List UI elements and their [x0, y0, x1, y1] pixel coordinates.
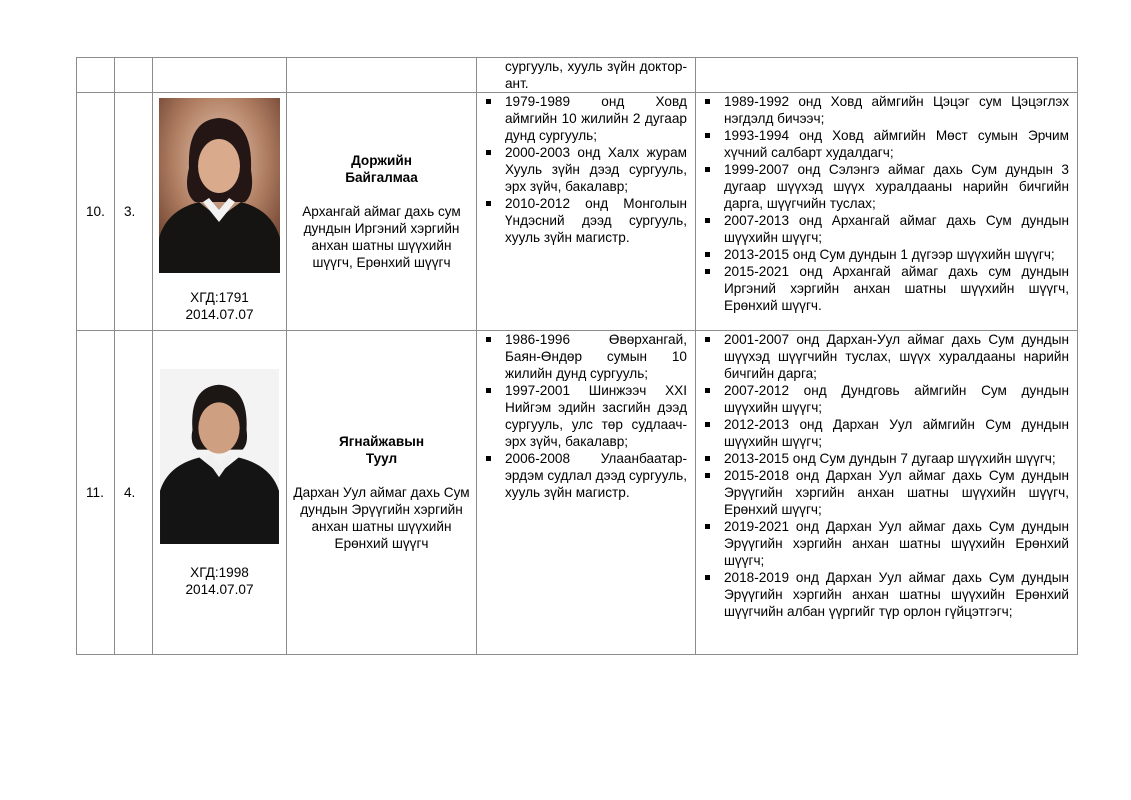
education-list: [477, 93, 695, 246]
judges-table: [76, 57, 1078, 655]
education-cell: [477, 93, 696, 331]
judge-position: Архангай аймаг дахь сум дундын Иргэний хэргийн анхан шатны шүүхийн шүүгч, Ерөнхий шүүгч: [302, 204, 461, 270]
judge-id: ХГД:1791: [190, 290, 249, 305]
list-item: 2000-2003 онд Халх журам Хууль зүйн дээд сургууль, эрх зүйч, бакалавр;: [505, 145, 687, 194]
list-item: 1979-1989 онд Ховд аймгийн 10 жилийн 2 дугаар дунд сургууль;: [505, 94, 687, 143]
judge-id: ХГД:1998: [190, 565, 249, 580]
row-number: 11.: [77, 331, 115, 655]
table-row: [77, 93, 1078, 331]
list-item: 2019-2021 онд Дархан Уул аймаг дахь Сум дундын Эрүүгийн хэргийн анхан шатны шүүхийн Ерөнхий шүүгч;: [724, 519, 1069, 568]
career-cell: [696, 331, 1078, 655]
career-list: [696, 93, 1077, 314]
judge-portrait: [159, 98, 280, 273]
name-cell: [287, 93, 477, 331]
list-item: 1999-2007 онд Сэлэнгэ аймаг дахь Сум дундын 3 дугаар шүүхэд шүүх хуралдааны нарийн бичгийн дарга, шүүгчийн туслах;: [724, 162, 1069, 211]
judge-name-first: Ягнайжавын: [338, 434, 425, 449]
row-sub-number: 4.: [115, 331, 153, 655]
table-row-continued: [77, 58, 1078, 93]
career-list: [696, 331, 1077, 620]
photo-cell: [153, 331, 287, 655]
list-item: 1993-1994 онд Ховд аймгийн Мөст сумын Эрчим хүчний салбарт худалдагч;: [724, 128, 1069, 160]
list-item: 2007-2012 онд Дундговь аймгийн Сум дундын шүүхийн шүүгч;: [724, 383, 1069, 415]
list-item: 2018-2019 онд Дархан Уул аймаг дахь Сум дундын Эрүүгийн хэргийн анхан шатны шүүхийн Ерөнхий шүүгчийн албан үүргийг түр орлон гүйцэтгэгч;: [724, 570, 1069, 619]
name-cell: [287, 331, 477, 655]
row-number: 10.: [77, 93, 115, 331]
judge-id-block: [153, 564, 286, 598]
list-item: 2007-2013 онд Архангай аймаг дахь Сум дундын шүүхийн шүүгч;: [724, 213, 1069, 245]
education-continued: сургууль, хууль зүйн докторант.: [505, 59, 687, 91]
row-sub-number: 3.: [115, 93, 153, 331]
judge-position: Дархан Уул аймаг дахь Сум дундын Эрүүгийн хэргийн анхан шатны шүүхийн Ерөнхий шүүгч: [293, 485, 470, 551]
list-item: 2015-2018 онд Дархан Уул аймаг дахь Сум дундын Эрүүгийн хэргийн анхан шатны шүүхийн шүүгч, Ерөнхий шүүгч;: [724, 468, 1069, 517]
judge-name-first: Доржийн: [351, 153, 412, 168]
table-row: [77, 331, 1078, 655]
judge-name-last: Туул: [365, 451, 398, 466]
career-cell: [696, 93, 1078, 331]
list-item: 2001-2007 онд Дархан-Уул аймаг дахь Сум дундын шүүхэд шүүгчийн туслах, шүүх хуралдааны нарийн бичгийн дарга;: [724, 332, 1069, 381]
photo-cell: [153, 93, 287, 331]
list-item: 2013-2015 онд Сум дундын 1 дүгээр шүүхийн шүүгч;: [724, 246, 1069, 263]
judge-name-last: Байгалмаа: [345, 170, 418, 185]
list-item: 1997-2001 Шинжээч XXI Нийгэм эдийн засгийн дээд сургууль, улс төр судлаач-эрх зүйч, бакалавр;: [505, 383, 687, 449]
list-item: 1989-1992 онд Ховд аймгийн Цэцэг сум Цэцэглэх нэгдэлд бичээч;: [724, 94, 1069, 126]
list-item: 2010-2012 онд Монголын Үндэсний дээд сургууль, хууль зүйн магистр.: [505, 196, 687, 245]
appointment-date: 2014.07.07: [185, 307, 254, 322]
judge-id-block: [153, 289, 286, 323]
list-item: 2006-2008 Улаанбаатар-эрдэм судлал дээд сургууль, хууль зүйн магистр.: [505, 451, 688, 500]
appointment-date: 2014.07.07: [185, 582, 254, 597]
list-item: 1986-1996 Өвөрхангай, Баян-Өндөр сумын 10 жилийн дунд сургууль;: [505, 332, 687, 381]
list-item: 2013-2015 онд Сум дундын 7 дугаар шүүхийн шүүгч;: [724, 450, 1069, 467]
list-item: 2015-2021 онд Архангай аймаг дахь сум дундын Иргэний хэргийн анхан шатны шүүхийн шүүгч, Ерөнхий шүүгч.: [724, 264, 1069, 313]
list-item: 2012-2013 онд Дархан Уул аймгийн Сум дундын шүүхийн шүүгч;: [724, 417, 1069, 449]
education-list: [477, 331, 695, 501]
education-cell: [477, 331, 696, 655]
judge-portrait: [159, 369, 280, 544]
